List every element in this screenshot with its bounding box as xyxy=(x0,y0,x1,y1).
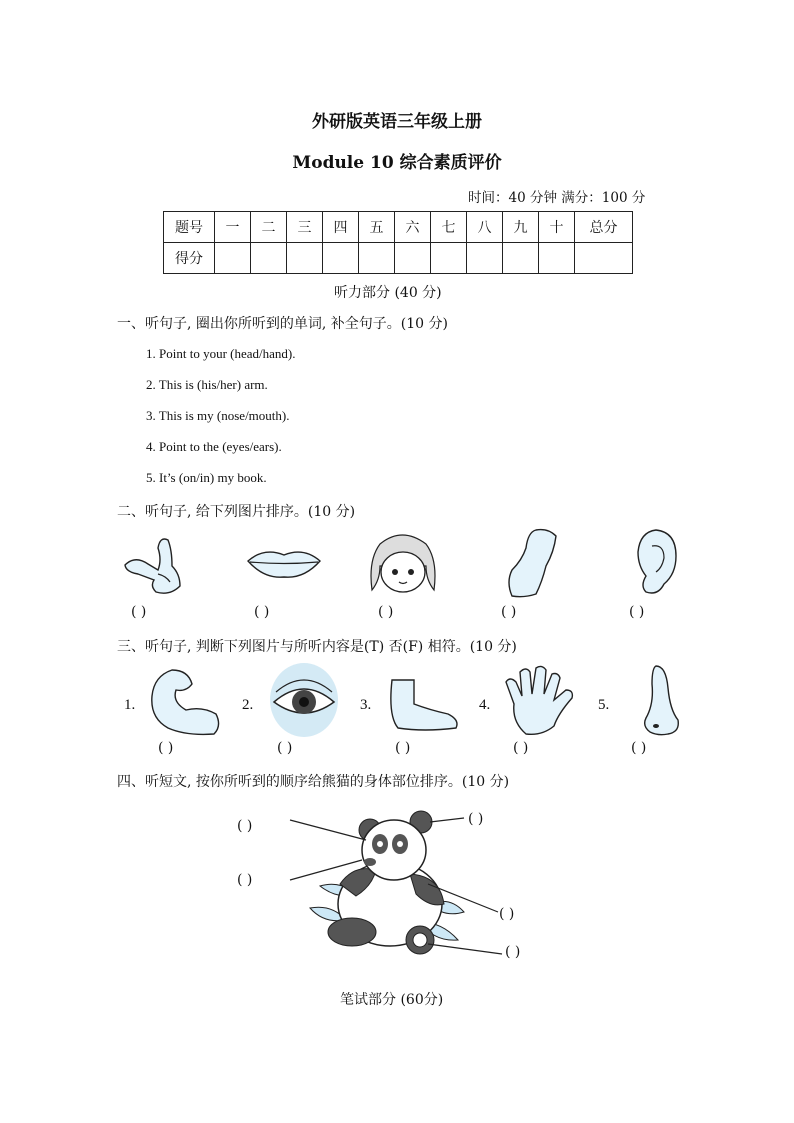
item-number: 3. xyxy=(360,697,372,713)
table-cell: 题号 xyxy=(164,212,215,243)
answer-blank[interactable]: ( ) xyxy=(277,740,293,756)
foot-icon xyxy=(384,676,462,732)
table-cell: 得分 xyxy=(164,243,215,274)
answer-blank[interactable]: ( ) xyxy=(631,740,647,756)
table-cell: 二 xyxy=(251,212,287,243)
score-table-score-row xyxy=(164,243,633,274)
answer-blank[interactable]: ( ) xyxy=(131,604,147,620)
item-number: 5. xyxy=(598,697,610,713)
item-number: 4. xyxy=(479,697,491,713)
table-cell: 总分 xyxy=(575,212,633,243)
score-input-cell[interactable] xyxy=(395,243,431,274)
eye-icon xyxy=(268,662,340,738)
hand-icon xyxy=(502,664,578,736)
table-cell: 九 xyxy=(503,212,539,243)
girl-face-icon xyxy=(366,530,440,594)
score-input-cell[interactable] xyxy=(215,243,251,274)
writing-header: 笔试部分 (60分) xyxy=(340,992,444,1008)
foot-icon xyxy=(502,526,560,598)
score-input-cell[interactable] xyxy=(323,243,359,274)
answer-blank[interactable]: ( ) xyxy=(513,740,529,756)
ear-icon xyxy=(632,526,680,600)
list-item[interactable]: 2. This is (his/her) arm. xyxy=(146,377,268,392)
section2-title: 二、听句子, 给下列图片排序。(10 分) xyxy=(117,504,356,520)
item-number: 2. xyxy=(242,697,254,713)
lips-icon xyxy=(246,545,322,581)
table-cell: 十 xyxy=(539,212,575,243)
score-input-cell[interactable] xyxy=(431,243,467,274)
answer-blank[interactable]: ( ) xyxy=(468,811,484,827)
table-cell: 八 xyxy=(467,212,503,243)
answer-blank[interactable]: ( ) xyxy=(254,604,270,620)
section1-title: 一、听句子, 圈出你所听到的单词, 补全句子。(10 分) xyxy=(117,316,448,332)
score-table-header-row xyxy=(164,212,633,243)
answer-blank[interactable]: ( ) xyxy=(395,740,411,756)
section3-title: 三、听句子, 判断下列图片与所听内容是(T) 否(F) 相符。(10 分) xyxy=(117,639,517,655)
score-input-cell[interactable] xyxy=(467,243,503,274)
score-input-cell[interactable] xyxy=(287,243,323,274)
table-cell: 六 xyxy=(395,212,431,243)
answer-blank[interactable]: ( ) xyxy=(237,872,253,888)
list-item[interactable]: 1. Point to your (head/hand). xyxy=(146,346,296,361)
list-item[interactable]: 3. This is my (nose/mouth). xyxy=(146,408,290,423)
score-input-cell[interactable] xyxy=(359,243,395,274)
list-item[interactable]: 4. Point to the (eyes/ears). xyxy=(146,439,282,454)
listening-header: 听力部分 (40 分) xyxy=(334,285,442,301)
section4-title: 四、听短文, 按你所听到的顺序给熊猫的身体部位排序。(10 分) xyxy=(117,774,510,790)
score-input-cell[interactable] xyxy=(251,243,287,274)
table-cell: 一 xyxy=(215,212,251,243)
answer-blank[interactable]: ( ) xyxy=(499,906,515,922)
table-cell: 三 xyxy=(287,212,323,243)
answer-blank[interactable]: ( ) xyxy=(505,944,521,960)
nose-icon xyxy=(640,664,682,736)
page-title: 外研版英语三年级上册 xyxy=(312,112,482,132)
item-number: 1. xyxy=(124,697,136,713)
answer-blank[interactable]: ( ) xyxy=(158,740,174,756)
answer-blank[interactable]: ( ) xyxy=(501,604,517,620)
table-cell: 四 xyxy=(323,212,359,243)
list-item[interactable]: 5. It’s (on/in) my book. xyxy=(146,470,267,485)
score-input-cell[interactable] xyxy=(503,243,539,274)
answer-blank[interactable]: ( ) xyxy=(378,604,394,620)
page-subtitle: Module 10 综合素质评价 xyxy=(292,153,502,173)
answer-blank[interactable]: ( ) xyxy=(237,818,253,834)
score-input-cell[interactable] xyxy=(539,243,575,274)
arm-icon xyxy=(146,666,222,736)
answer-blank[interactable]: ( ) xyxy=(629,604,645,620)
score-input-cell[interactable] xyxy=(575,243,633,274)
table-cell: 七 xyxy=(431,212,467,243)
hand-icon xyxy=(120,530,200,600)
score-table xyxy=(163,211,633,274)
panda-icon xyxy=(280,804,510,964)
table-cell: 五 xyxy=(359,212,395,243)
time-info: 时间：40 分钟 满分：100 分 xyxy=(468,190,646,206)
